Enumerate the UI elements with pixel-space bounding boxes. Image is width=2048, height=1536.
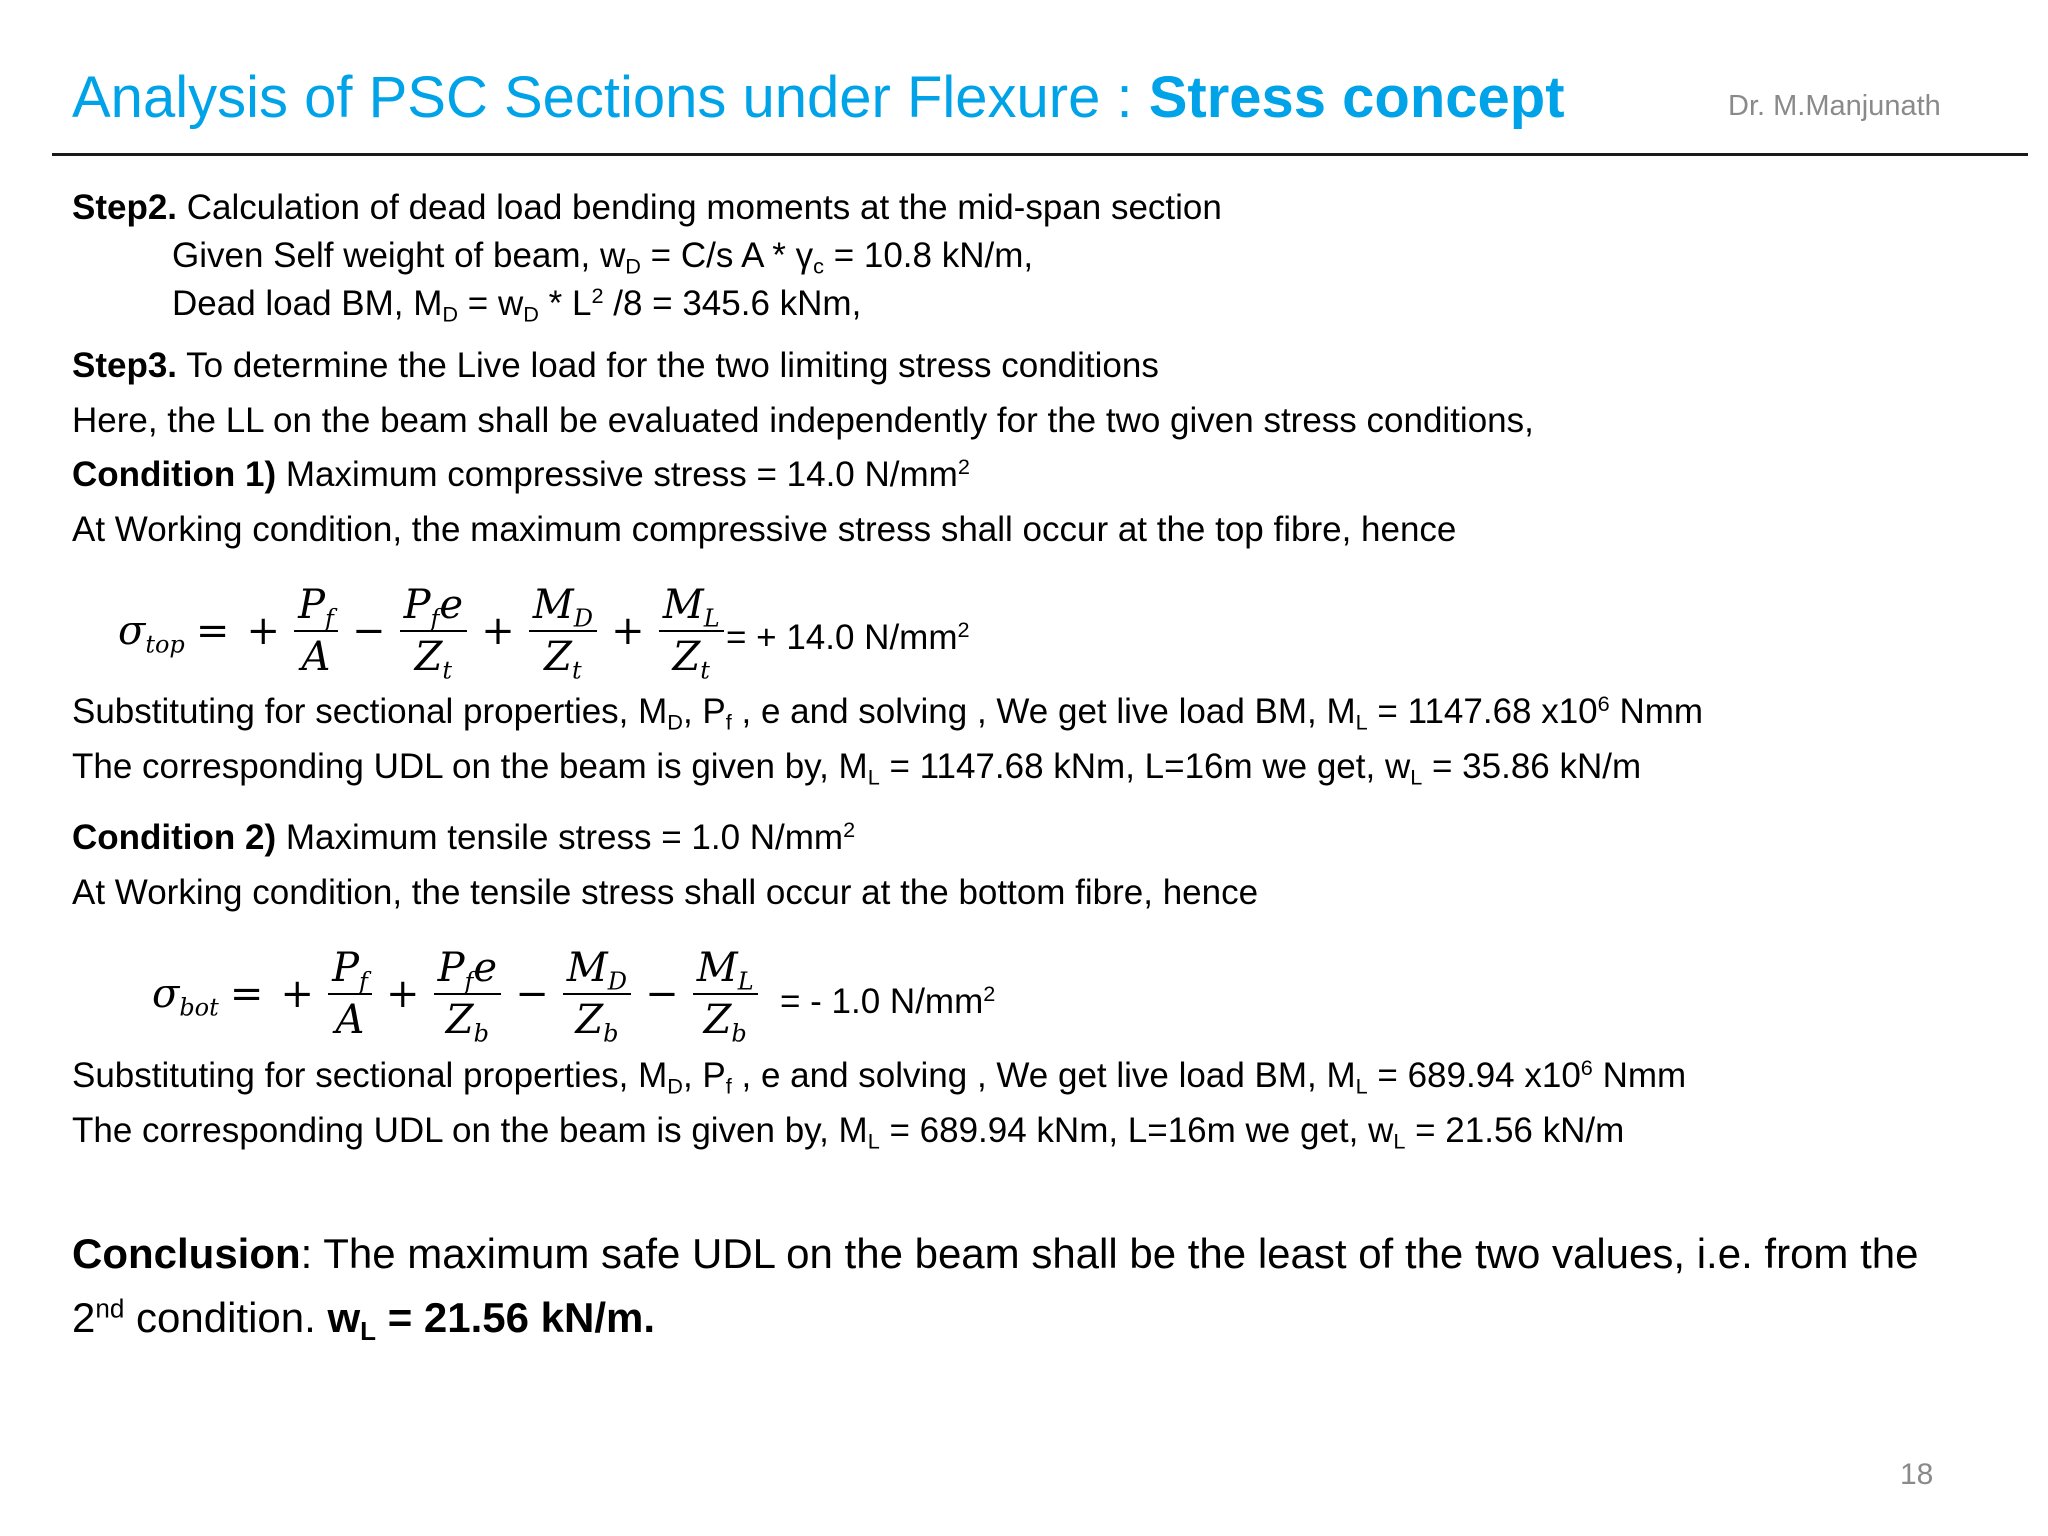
condition1-udl [72, 745, 1641, 789]
conclusion-line2 [72, 1288, 655, 1348]
c2-udl-c: = 21.56 kN/m [1405, 1111, 1625, 1150]
eq2-P2: P [437, 945, 465, 991]
eq1-rhs-sup: 2 [957, 617, 970, 643]
dead-load-sup: 2 [591, 283, 604, 309]
eq2-Z2: Z [575, 997, 604, 1043]
c1-sub-s2: f [725, 709, 732, 735]
slide-title [72, 58, 1565, 138]
c1-sub-s3: L [1355, 709, 1368, 735]
eq2-den-4 [693, 995, 758, 1048]
eq1-frac-pfe-zt [400, 580, 467, 685]
c2-sub-d: = 689.94 x10 [1367, 1056, 1581, 1095]
eq1-num-3 [529, 580, 597, 632]
eq2-den-1: A [335, 997, 365, 1043]
page-number: 18 [1900, 1458, 1934, 1491]
step2-heading [72, 186, 1222, 230]
title-main: Analysis of PSC Sections under Flexure : [72, 65, 1149, 130]
eq1-rhs-text: = + 14.0 N/mm [726, 618, 958, 657]
eq1-t3: t [700, 656, 710, 685]
eq1-lhs [118, 608, 185, 659]
eq2-M2: M [696, 945, 738, 991]
c1-udl-a: The corresponding UDL on the beam is given by, M [72, 747, 868, 786]
eq1-f: f [325, 604, 334, 633]
condition2-text: Maximum tensile stress = 1.0 N/mm [276, 818, 844, 857]
eq2-plus-2: + [386, 971, 420, 1017]
step2-text: Calculation of dead load bending moments at the mid-span section [177, 188, 1222, 227]
eq1-den-1: A [301, 634, 331, 680]
conclusion-result [327, 1294, 656, 1346]
eq1-t2: t [571, 656, 582, 685]
eq1-P2: P [403, 582, 431, 628]
c2-udl-s2: L [1393, 1128, 1406, 1154]
eq2-num-1 [328, 943, 372, 995]
author-name: Dr. M.Manjunath [1728, 90, 1941, 122]
eq1-Z2: Z [544, 634, 572, 680]
eq2-f: f [359, 967, 368, 996]
self-weight-a: Given Self weight of beam, w [172, 236, 626, 275]
dead-load-sub: D [442, 301, 459, 327]
c1-sub-d: = 1147.68 x10 [1367, 692, 1598, 731]
c1-udl-b: = 1147.68 kNm, L=16m we get, w [879, 747, 1411, 786]
dead-load-c: * L [538, 284, 592, 323]
eq2-Z1: Z [445, 997, 474, 1043]
eq2-b3: b [731, 1019, 747, 1048]
result-sub: L [360, 1315, 377, 1346]
condition2-heading [72, 816, 855, 860]
eq1-frac-pf-a [294, 580, 338, 682]
step2-label: Step2. [72, 188, 178, 227]
equation2-rhs [780, 982, 995, 1022]
condition2-working: At Working condition, the tensile stress shall occur at the bottom fibre, hence [72, 873, 1259, 912]
dead-load-sub2: D [523, 301, 539, 327]
conclusion-text: : The maximum safe UDL on the beam shall be the least of the two values, i.e. from the [300, 1230, 1919, 1277]
eq1-den-4 [659, 632, 724, 685]
eq1-sigma: σ [118, 608, 146, 654]
eq1-M1: M [532, 582, 574, 628]
self-weight-sub: D [625, 253, 641, 279]
step3-heading [72, 344, 1159, 388]
eq1-Z3: Z [672, 634, 701, 680]
condition1-sup: 2 [957, 454, 970, 480]
eq2-minus-2: − [645, 971, 679, 1017]
c2-udl-a: The corresponding UDL on the beam is given by, M [72, 1111, 868, 1150]
c2-sub-s3: L [1355, 1073, 1368, 1099]
eq2-den-2 [434, 995, 501, 1048]
eq2-den-3 [563, 995, 631, 1048]
c1-udl-s1: L [867, 764, 880, 790]
eq2-f2: f [464, 967, 474, 996]
eq1-frac-ml-zt [659, 580, 724, 685]
conclusion-condition: condition. [124, 1294, 328, 1341]
step3-label: Step3. [72, 346, 178, 385]
dead-load-d: /8 = 345.6 kNm, [603, 284, 862, 323]
condition2-udl [72, 1109, 1624, 1153]
eq1-L: L [703, 604, 720, 633]
c1-udl-s2: L [1410, 764, 1423, 790]
eq1-plus-3: + [611, 608, 645, 654]
eq1-num-1 [294, 580, 338, 632]
eq1-den-2 [400, 632, 467, 685]
eq2-frac-pf-a [328, 943, 372, 1045]
eq2-frac-ml-zb [693, 943, 758, 1048]
eq1-equals: = [195, 608, 230, 654]
eq1-t1: t [442, 656, 453, 685]
eq1-frac-md-zt [529, 580, 597, 685]
self-weight-line [172, 234, 1033, 278]
c1-sub-c: , e and solving , We get live load BM, M [731, 692, 1356, 731]
result-w: w [327, 1294, 361, 1341]
eq1-plus-1: + [246, 608, 280, 654]
c2-sub-sup: 6 [1580, 1055, 1593, 1081]
condition1-heading [72, 453, 970, 497]
eq1-num-2 [400, 580, 467, 632]
result-value: = 21.56 kN/m. [376, 1294, 656, 1341]
eq2-num-3 [563, 943, 631, 995]
eq2-L: L [737, 967, 754, 996]
eq2-D: D [607, 967, 628, 996]
conclusion-2: 2 [72, 1294, 96, 1341]
condition2-substitution [72, 1054, 1686, 1098]
step3-text: To determine the Live load for the two limiting stress conditions [177, 346, 1159, 385]
c2-udl-s1: L [867, 1128, 880, 1154]
eq2-lhs [152, 971, 219, 1022]
eq2-plus-1: + [280, 971, 314, 1017]
c2-udl-b: = 689.94 kNm, L=16m we get, w [879, 1111, 1394, 1150]
eq2-num-2 [434, 943, 501, 995]
c2-sub-c: , e and solving , We get live load BM, M [731, 1056, 1356, 1095]
conclusion-label: Conclusion [72, 1230, 301, 1277]
eq1-plus-2: + [481, 608, 515, 654]
equation-sigma-bot [152, 943, 761, 1048]
dead-load-a: Dead load BM, M [172, 284, 443, 323]
eq1-f2: f [430, 604, 440, 633]
dead-load-b: = w [458, 284, 524, 323]
c1-sub-a: Substituting for sectional properties, M [72, 692, 668, 731]
equation1-rhs [726, 618, 970, 658]
eq1-e: e [439, 582, 464, 628]
self-weight-sub2: c [813, 253, 824, 279]
c2-sub-e: Nmm [1592, 1056, 1687, 1095]
c2-sub-s2: f [725, 1073, 732, 1099]
condition1-text: Maximum compressive stress = 14.0 N/mm [276, 455, 958, 494]
c1-sub-b: , P [682, 692, 726, 731]
eq2-rhs-sup: 2 [983, 981, 996, 1007]
condition1-label: Condition 1) [72, 455, 277, 494]
eq1-num-4 [659, 580, 724, 632]
eq2-num-4 [693, 943, 758, 995]
conclusion-nd: nd [95, 1293, 125, 1324]
eq2-frac-pfe-zb [434, 943, 501, 1048]
eq2-e: e [473, 945, 498, 991]
eq2-Z3: Z [703, 997, 732, 1043]
condition2-sup: 2 [843, 817, 856, 843]
self-weight-c: = 10.8 kN/m, [823, 236, 1034, 275]
title-emphasis: Stress concept [1148, 65, 1565, 130]
equation-sigma-top [118, 580, 727, 685]
condition1-substitution [72, 690, 1703, 734]
c1-sub-sup: 6 [1597, 691, 1610, 717]
step3-here: Here, the LL on the beam shall be evaluated independently for the two given stress conditions, [72, 401, 1534, 440]
eq2-sigma: σ [152, 971, 180, 1017]
eq1-minus-1: − [352, 608, 386, 654]
dead-load-bm-line [172, 282, 861, 326]
conclusion-line1 [72, 1224, 1918, 1284]
eq2-minus-1: − [515, 971, 549, 1017]
eq2-frac-md-zb [563, 943, 631, 1048]
eq1-Z1: Z [414, 634, 443, 680]
eq2-sigma-sub: bot [179, 993, 219, 1022]
eq2-b1: b [473, 1019, 489, 1048]
eq2-M1: M [566, 945, 608, 991]
eq1-sigma-sub: top [145, 630, 185, 659]
c1-sub-e: Nmm [1609, 692, 1704, 731]
c2-sub-b: , P [682, 1056, 726, 1095]
eq2-P: P [332, 945, 360, 991]
condition1-working: At Working condition, the maximum compressive stress shall occur at the top fibre, hence [72, 510, 1457, 549]
c1-sub-s1: D [667, 709, 683, 735]
eq1-den-3 [529, 632, 597, 685]
self-weight-b: = C/s A * γ [640, 236, 814, 275]
c1-udl-c: = 35.86 kN/m [1422, 747, 1642, 786]
eq2-rhs-text: = - 1.0 N/mm [780, 982, 984, 1021]
eq2-b2: b [603, 1019, 619, 1048]
eq1-P: P [298, 582, 326, 628]
eq2-equals: = [229, 971, 264, 1017]
title-divider [52, 153, 2028, 156]
eq1-M2: M [662, 582, 704, 628]
c2-sub-a: Substituting for sectional properties, M [72, 1056, 668, 1095]
c2-sub-s1: D [667, 1073, 683, 1099]
eq1-D: D [573, 604, 594, 633]
condition2-label: Condition 2) [72, 818, 277, 857]
